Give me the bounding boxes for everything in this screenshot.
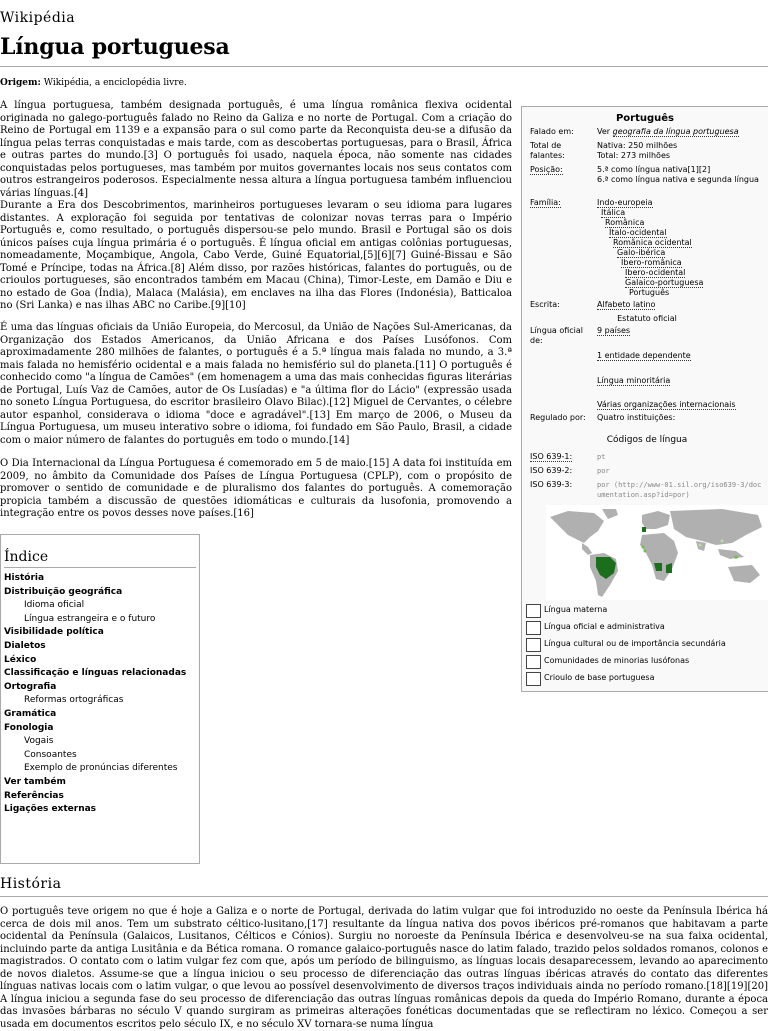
falado-link[interactable]: geografia da língua portuguesa: [612, 127, 739, 136]
paragraph-text: O português teve origem no que é hoje a Galiza e o norte de Portugal, derivada do latim vulgar que foi introduzido no oeste da Península Ibérica há cerca de dois mil anos. Tem um substrato céltico-lusitano,[17] resultante da língua nativa dos povos ibéricos pré-romanos que habitavam a parte ocidental da Península (Galaicos, Lusitanos, Célticos e Cónios). Surgiu no noroeste da Península Ibérica e desenvolveu-se na sua faixa ocidental, incluindo parte da antiga Lusitânia e da Bética romana. O romance galaico-português nasce do latim falado, trazido pelos soldados romanos, colonos e magistrados. O contato com o latim vulgar fez com que, após um período de bilinguismo, as línguas locais desaparecessem, levando ao aparecimento de novos dialetos. Assume-se que a língua iniciou o seu processo de diferenciação das outras línguas ibéricas através do contato das diferentes línguas nativas locais com o latim vulgar, o que levou ao possível desenvolvimento de diversos traços individuais ainda no período romano.[18][19][20] A língua iniciou a segunda fase do seu processo de diferenciação das outras línguas românicas depois da queda do Império Romano, durante a época das invasões bárbaras no século V quando surgiram as primeiras alterações fonéticas documentadas que se reflectiram no léxico. Começou a ser usada em documentos escritos pelo século IX, e no século XV tornara-se numa língua: [0, 906, 768, 1030]
infobox-label: Língua oficial de:: [530, 326, 584, 345]
toc-item[interactable]: Classificação e línguas relacionadas: [4, 668, 187, 679]
paragraph-text: O Dia Internacional da Língua Portuguesa é comemorado em 5 de maio.[15] A data foi instituída em 2009, no âmbito da Comunidade dos Países de Língua Portuguesa (CPLP), com o propósito de promover o sentido de comunidade e de pluralismo dos falantes do português. A comemoração propicia também a discussão de questões idiomáticas e culturais da lusofonia, promovendo a integração entre os povos desses nove países.[16]: [0, 458, 512, 519]
infobox-label: ISO 639-3:: [530, 480, 573, 489]
infobox-value: [597, 326, 765, 410]
infobox-title: Português: [615, 113, 675, 124]
familia-item-current: Português: [629, 288, 670, 297]
toc-item[interactable]: Língua estrangeira e o futuro: [24, 613, 156, 624]
toc-item[interactable]: Fonologia: [4, 722, 54, 733]
infobox-value: [597, 141, 765, 161]
legend-item: [524, 603, 764, 620]
table-of-contents: [0, 534, 200, 864]
posicao-total: 6.ª como língua nativa e segunda língua: [597, 175, 759, 184]
title-divider: [0, 66, 768, 67]
infobox-value: [597, 300, 765, 310]
legend-label: Língua materna: [544, 605, 608, 614]
infobox-label: [530, 165, 588, 175]
infobox-label: Escrita:: [530, 300, 560, 309]
legend-item: [524, 654, 764, 671]
organizacoes-link[interactable]: Várias organizações internacionais: [597, 400, 736, 409]
section-divider: [0, 896, 768, 897]
legend-label: Crioulo de base portuguesa: [544, 673, 655, 682]
historia-paragraph: [0, 906, 768, 1031]
familia-item[interactable]: Galo-ibérica: [617, 248, 666, 257]
familia-item[interactable]: Ítalo-ocidental: [609, 228, 667, 237]
legend-label: Língua cultural ou de importância secundária: [544, 639, 726, 648]
infobox-label: Total de falantes:: [530, 141, 565, 160]
total-all: Total: 273 milhões: [597, 151, 671, 160]
toc-item[interactable]: Referências: [4, 790, 64, 801]
infobox-value: [597, 127, 765, 137]
infobox-label: [530, 198, 588, 208]
toc-item[interactable]: Consoantes: [24, 749, 77, 760]
infobox-value: [597, 165, 765, 185]
oficial-dependente-link[interactable]: 1 entidade dependente: [597, 351, 691, 360]
familia-item[interactable]: Galaico-portuguesa: [625, 278, 704, 287]
toc-title: Índice: [4, 549, 49, 565]
legend-swatch: [526, 604, 541, 618]
familia-item[interactable]: Ibero-românica: [621, 258, 682, 267]
legend-swatch: [526, 621, 541, 635]
familia-item[interactable]: Indo-europeia: [597, 198, 653, 207]
familia-item[interactable]: Itálica: [601, 208, 626, 217]
intro-paragraph-4: [0, 458, 512, 521]
legend-item: [524, 671, 764, 688]
legend-item: [524, 637, 764, 654]
toc-item[interactable]: Ortografia: [4, 681, 57, 692]
legend-swatch: [526, 638, 541, 652]
legend-label: Comunidades de minorias lusófonas: [544, 656, 690, 665]
iso1-code: pt: [597, 453, 606, 461]
lusophone-world-map[interactable]: [546, 505, 768, 600]
iso1-link[interactable]: ISO 639-1:: [530, 452, 573, 461]
infobox-value: Quatro instituições:: [597, 413, 676, 422]
origin-text: Wikipédia, a enciclopédia livre.: [43, 78, 187, 88]
familia-item[interactable]: Românica: [605, 218, 645, 227]
map-legend: [524, 603, 764, 688]
wikipedia-wordmark[interactable]: Wikipédia: [0, 10, 76, 26]
iso2-code: por: [597, 467, 610, 475]
legend-swatch: [526, 672, 541, 686]
paragraph-text: É uma das línguas oficiais da União Europeia, do Mercosul, da União de Nações Sul-Americanas, da Organização dos Estados Americanos, da União Africana e dos Países Lusófonos. Com aproximadamente 280 milhões de falantes, o português é a 5.ª língua mais falada no mundo, a 3.ª mais falada no hemisfério ocidental e a mais falada no hemisfério sul do planeta.[11] O português é conhecido como "a língua de Camões" (em homenagem a uma das mais conhecidas figuras literárias de Portugal, Luís Vaz de Camões, autor de Os Lusíadas) e "a última flor do Lácio" (expressão usada no soneto Língua Portuguesa, do escritor brasileiro Olavo Bilac).[12] Miguel de Cervantes, o célebre autor espanhol, considerava o idioma "doce e agradável".[13] Em março de 2006, o Museu da Língua Portuguesa, um museu interativo sobre o idioma, foi fundado em São Paulo, Brasil, a cidade com o maior número de falantes do português em todo o mundo.[14]: [0, 322, 512, 446]
familia-item[interactable]: Românica ocidental: [613, 238, 692, 247]
origin-label: Origem:: [0, 78, 41, 88]
toc-item[interactable]: Gramática: [4, 708, 57, 719]
toc-item[interactable]: Visibilidade política: [4, 627, 104, 638]
familia-link[interactable]: Família:: [530, 198, 561, 207]
origin-line: [0, 78, 187, 88]
legend-item: [524, 620, 764, 637]
intro-paragraph-1: [0, 100, 512, 200]
toc-item[interactable]: Ligações externas: [4, 804, 97, 815]
estatuto-heading: Estatuto oficial: [617, 314, 677, 323]
infobox-label: [530, 452, 588, 462]
toc-item[interactable]: Idioma oficial: [24, 600, 85, 611]
paragraph-text: A língua portuguesa, também designada português, é uma língua românica flexiva ocidental originada no galego-português falado no Reino da Galiza e no norte de Portugal. Com a criação do Reino de Portugal em 1139 e a expansão para o sul como parte da Reconquista deu-se a difusão da língua pelas terras conquistadas e mais tarde, com as descobertas portuguesas, para o Brasil, África e outras partes do mundo.[3] O português foi usado, naquela época, não somente nas cidades conquistadas pelos portugueses, mas também por muitos governantes locais nos seus contatos com outros estrangeiros poderosos. Especialmente nessa altura a língua portuguesa também influenciou várias línguas.[4]: [0, 100, 512, 199]
posicao-link[interactable]: Posição:: [530, 165, 563, 174]
posicao-native: 5.ª como língua nativa[1][2]: [597, 165, 711, 174]
toc-item[interactable]: Léxico: [4, 654, 37, 665]
toc-item[interactable]: Vogais: [24, 736, 54, 747]
minoritaria-link[interactable]: Língua minoritária: [597, 376, 671, 385]
paragraph-text: Durante a Era dos Descobrimentos, marinheiros portugueses levaram o seu idioma para lugares distantes. A exploração foi seguida por tentativas de colonizar novas terras para o Império Português e, como resultado, o português dispersou-se pelo mundo. Brasil e Portugal são os dois únicos países cuja língua primária é o português. É língua oficial em antigas colônias portuguesas, nomeadamente, Moçambique, Angola, Cabo Verde, Guiné Equatorial,[5][6][7] Guiné-Bissau e São Tomé e Príncipe, todas na África.[8] Além disso, por razões históricas, falantes do português, ou de crioulos portugueses, são encontrados também em Macau (China), Timor-Leste, em Damão e Diu e no estado de Goa (Índia), Malaca (Malásia), em enclaves na ilha das Flores (Indonésia), Batticaloa no (Sri Lanka) e nas ilhas ABC no Caribe.[9][10]: [0, 200, 512, 311]
intro-paragraph-2: [0, 200, 512, 313]
toc-item[interactable]: Distribuição geográfica: [4, 586, 123, 597]
legend-label: Língua oficial e administrativa: [544, 622, 665, 631]
section-heading-historia: História: [0, 876, 62, 892]
toc-item[interactable]: História: [4, 573, 45, 583]
familia-tree: [597, 198, 765, 298]
toc-item[interactable]: Dialetos: [4, 640, 46, 651]
legend-swatch: [526, 655, 541, 669]
falado-prefix: Ver: [597, 127, 611, 136]
toc-list: [1, 572, 199, 817]
toc-divider: [4, 567, 196, 568]
toc-item[interactable]: Ver também: [4, 776, 66, 787]
familia-item[interactable]: Ibero-ocidental: [625, 268, 686, 277]
total-native: Nativa: 250 milhões: [597, 141, 678, 150]
oficial-paises-link[interactable]: 9 países: [597, 326, 631, 335]
escrita-link[interactable]: Alfabeto latino: [597, 300, 656, 309]
toc-item[interactable]: Reformas ortográficas: [24, 695, 124, 706]
infobox-label: Falado em:: [530, 127, 574, 136]
codigos-heading: Códigos de língua: [606, 435, 688, 445]
iso3-code[interactable]: por (http://www-01.sil.org/iso639-3/documentation.asp?id=por): [597, 481, 762, 499]
intro-paragraph-3: [0, 322, 512, 447]
toc-item[interactable]: Exemplo de pronúncias diferentes: [24, 763, 178, 774]
infobox-label: ISO 639-2:: [530, 466, 573, 475]
infobox-label: Regulado por:: [530, 413, 586, 422]
page-title: Língua portuguesa: [0, 34, 230, 60]
